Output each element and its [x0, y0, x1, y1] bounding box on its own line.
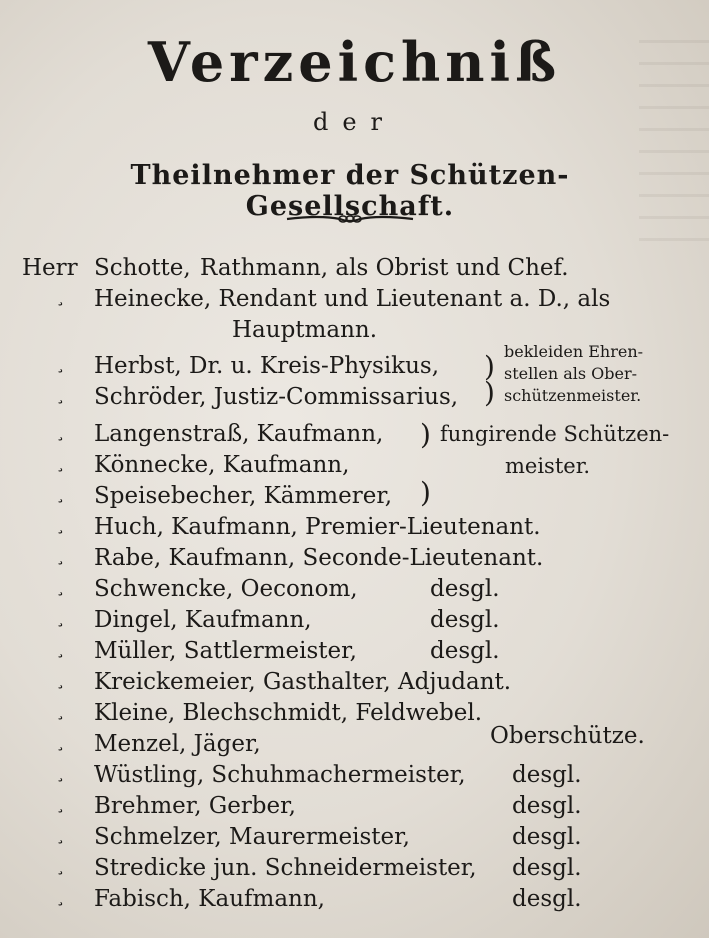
entry-role: desgl. [512, 824, 582, 850]
ditto-mark: ¸ [56, 576, 65, 597]
list-item [0, 821, 709, 853]
entry-name: Brehmer, Gerber, [94, 793, 296, 819]
ditto-mark: ¸ [56, 286, 65, 307]
entry-role: desgl. [512, 855, 582, 881]
entry-name: Könnecke, Kaufmann, [94, 452, 350, 478]
list-item [0, 635, 709, 667]
list-item [0, 790, 709, 822]
entry-name: Langenstraß, Kaufmann, [94, 421, 384, 447]
entry-name: Menzel, Jäger, [94, 731, 261, 757]
entry-name: Huch, Kaufmann, Premier-Lieutenant. [94, 514, 541, 540]
entry-name: Schröder, Justiz-Commissarius, [94, 384, 459, 410]
list-item [0, 252, 709, 284]
note-line: stellen als Ober- [504, 364, 638, 383]
list-item [0, 542, 709, 574]
entry-role: Oberschütze. [490, 723, 645, 749]
entry-name: Herbst, Dr. u. Kreis-Physikus, [94, 353, 440, 379]
entry-name: Schmelzer, Maurermeister, [94, 824, 410, 850]
entry-role: Rathmann, als Obrist und Chef. [200, 255, 569, 281]
note-line: fungirende Schützen- [440, 422, 670, 446]
entry-name: Kreickemeier, Gasthalter, Adjudant. [94, 669, 512, 695]
list-item [0, 449, 709, 481]
ditto-mark: ¸ [56, 421, 65, 442]
entry-role: desgl. [430, 576, 500, 602]
ornament-divider [285, 214, 415, 224]
entry-name: Dingel, Kaufmann, [94, 607, 312, 633]
ditto-mark: ¸ [56, 793, 65, 814]
entry-name: Schwencke, Oeconom, [94, 576, 358, 602]
ditto-mark: ¸ [56, 731, 65, 752]
list-item [0, 883, 709, 915]
ditto-mark: ¸ [56, 353, 65, 374]
note-line: bekleiden Ehren- [504, 342, 644, 361]
ditto-mark: ¸ [56, 483, 65, 504]
ditto-mark: ¸ [56, 886, 65, 907]
list-item [0, 723, 709, 760]
list-item [0, 604, 709, 636]
entry-name: Wüstling, Schuhmachermeister, [94, 762, 466, 788]
entry-role: desgl. [512, 886, 582, 912]
entry-name: Schotte, [94, 255, 191, 281]
entry-role: desgl. [430, 638, 500, 664]
list-item [0, 666, 709, 698]
brace-right: ) [484, 376, 495, 409]
ditto-mark: ¸ [56, 762, 65, 783]
entry-continuation: Hauptmann. [232, 317, 378, 343]
list-heading: Theilnehmer der Schützen-Gesellschaft. [130, 160, 570, 222]
list-item [0, 511, 709, 543]
entry-role: desgl. [512, 762, 582, 788]
list-item [0, 476, 709, 512]
entry-role: desgl. [512, 793, 582, 819]
entry-role: desgl. [430, 607, 500, 633]
entry-name: Kleine, Blechschmidt, Feldwebel. [94, 700, 483, 726]
page-subtitle: der [312, 108, 397, 136]
ditto-mark: ¸ [56, 607, 65, 628]
entry-name: Speisebecher, Kämmerer, [94, 483, 393, 509]
list-item [0, 759, 709, 791]
entry-name: Heinecke, Rendant und Lieutenant a. D., als [94, 286, 611, 312]
entry-name: Müller, Sattlermeister, [94, 638, 357, 664]
ditto-mark: ¸ [56, 700, 65, 721]
entry-name: Stredicke jun. Schneidermeister, [94, 855, 477, 881]
ditto-mark: ¸ [56, 669, 65, 690]
list-item [0, 852, 709, 884]
ditto-mark: ¸ [56, 384, 65, 405]
list-item [0, 283, 709, 315]
entry-name: Fabisch, Kaufmann, [94, 886, 325, 912]
brace-right: ) [484, 350, 495, 383]
entry-prefix: Herr [22, 255, 78, 281]
brace-right: ) [420, 418, 431, 451]
note-line: schützenmeister. [504, 386, 642, 405]
ditto-mark: ¸ [56, 855, 65, 876]
page-title: Verzeichniß [147, 30, 562, 94]
note-line: meister. [505, 454, 591, 478]
ditto-mark: ¸ [56, 824, 65, 845]
ditto-mark: ¸ [56, 638, 65, 659]
list-item [0, 573, 709, 605]
ditto-mark: ¸ [56, 514, 65, 535]
brace-right: ) [420, 476, 431, 509]
ditto-mark: ¸ [56, 452, 65, 473]
entry-name: Rabe, Kaufmann, Seconde-Lieutenant. [94, 545, 544, 571]
ditto-mark: ¸ [56, 545, 65, 566]
